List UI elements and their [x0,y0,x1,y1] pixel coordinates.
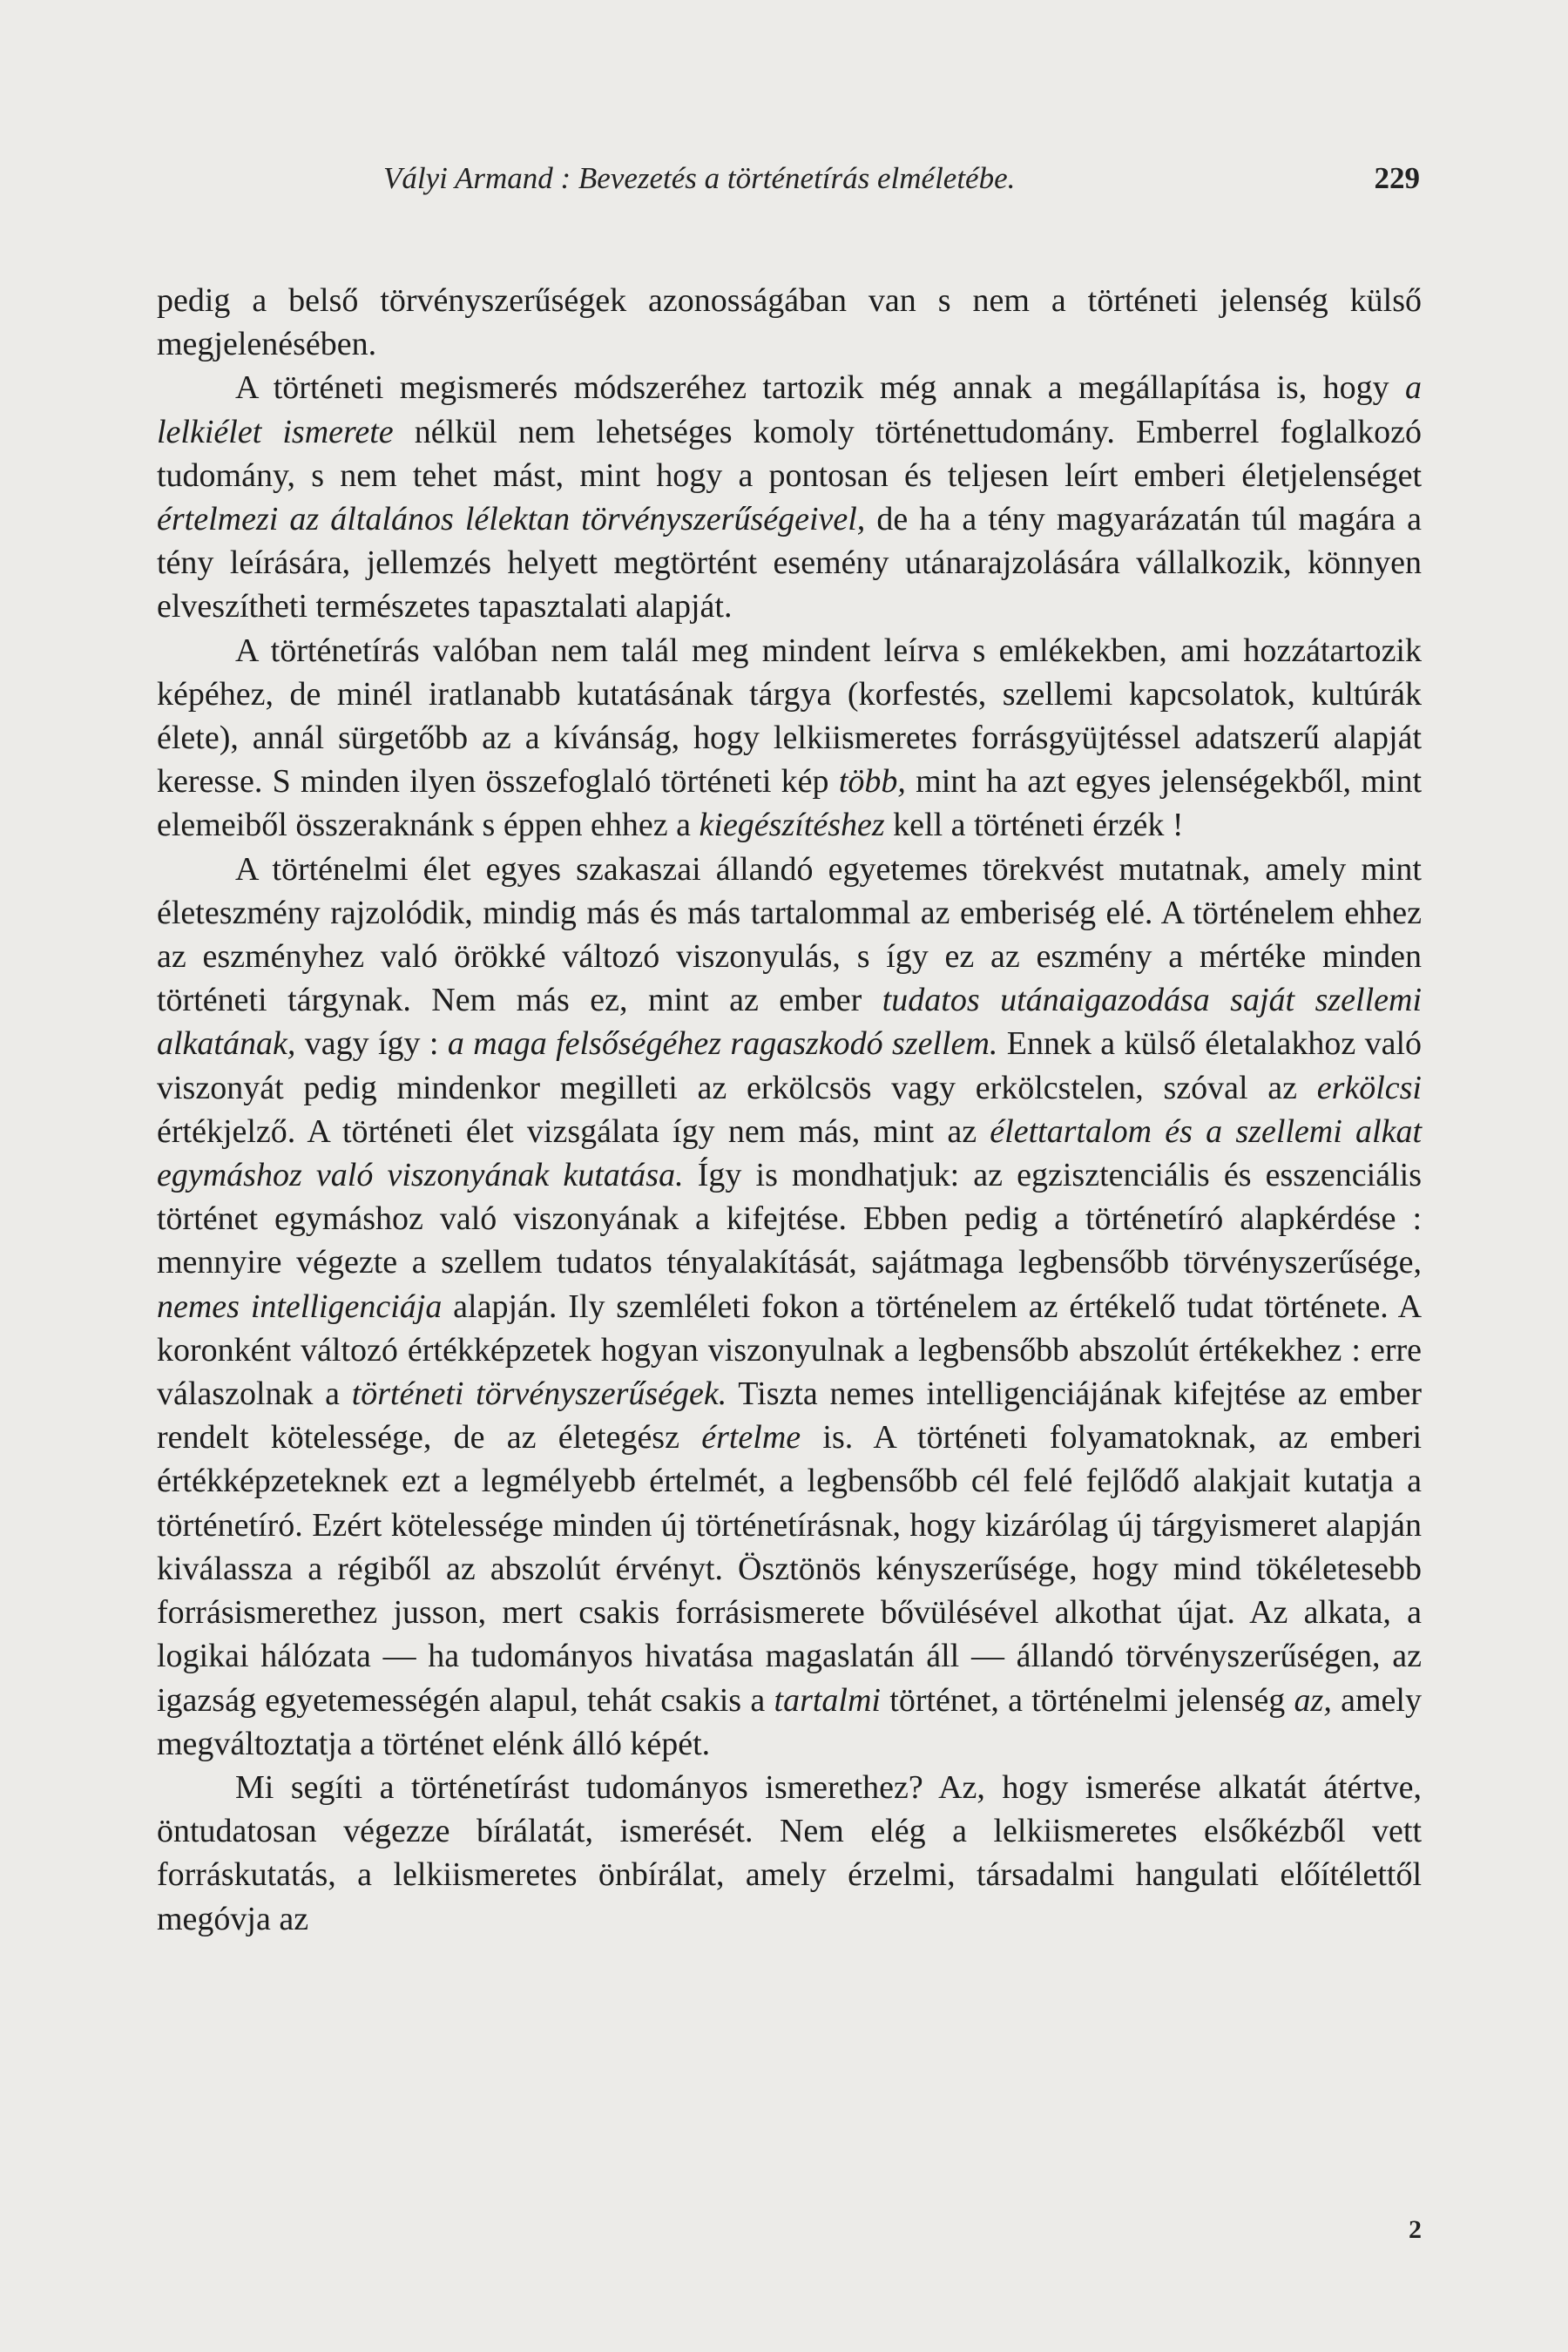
text-run: A történelmi élet egyes szakaszai állandó egyetemes törekvést mutatnak, amely mint életeszmény rajzolódik, mindig más és más tartalommal az emberiség elé. A történelem ehhez az eszményhez való örökké változó viszonyulás, s így ez az eszmény a mértéke minden történeti tárgynak. Nem más ez, mint az ember [157,850,1422,1019]
paragraph [157,279,1422,366]
text-run: Így is mondhatjuk: az egzisztenciális és esszenciális történet egymáshoz való viszonyának a kifejtése. Ebben pedig a történetíró alapkérdése : mennyire végezte a szellem tudatos tényalakítását, sajátmaga legbensőbb törvényszerűsége, [157,1157,1422,1281]
italic-text: több, [838,763,906,801]
running-title: Vályi Armand : Bevezetés a történetírás elméletébe. [383,161,1016,195]
text-run: mint ha azt egyes jelenségekből, mint elemeiből összeraknánk s éppen ehhez a [157,763,1422,844]
text-run: Ennek a külső életalakhoz való viszonyát pedig mindenkor megilleti az erkölcsös vagy erkölcstelen, szóval az [157,1025,1423,1106]
paragraph [157,848,1422,1766]
text-run: is. A történeti folyamatoknak, az emberi értékképzeteknek ezt a legmélyebb értelmét, a legbensőbb cél felé fejlődő alakjait kutatja a történetíró. Ezért kötelessége minden új történetírásnak, hogy kizárólag új tárgyismeret alapján kiválassza a régiből az abszolút érvényt. Ösztönös kényszerűsége, hogy mind tökéletesebb forrásismerethez jusson, mert csakis forrásismerete bővülésével alkothat újat. Az alkata, a logikai hálózata — ha tudományos hivatása magaslatán áll — állandó törvényszerűségen, az igazság egyetemességén alapul, tehát csakis a [157,1419,1423,1719]
italic-text: élettartalom és a szellemi alkat egymáshoz való viszonyának kutatása. [157,1112,1423,1194]
text-run: értékjelző. A történeti élet vizsgálata így nem más, mint az [157,1112,990,1150]
paragraph [157,1766,1422,1941]
text-run: amely megváltoztatja a történet elénk álló képét. [157,1681,1422,1762]
text-run: A történetírás valóban nem talál meg mindent leírva s emlékekben, ami hozzátartozik képéhez, de minél iratlanabb kutatásának tárgya (korfestés, szellemi kapcsolatok, kultúrák élete), annál sürgetőbb az a kívánság, hogy lelkiismeretes forrásgyüjtéssel adatszerű alapját keresse. S minden ilyen összefoglaló történeti kép [157,632,1422,801]
signature-mark: 2 [1409,2215,1422,2244]
text-run: nélkül nem lehetséges komoly történettudomány. Emberrel foglalkozó tudomány, s nem tehet mást, mint hogy a pontosan és teljesen leírt emberi életjelenséget [157,413,1423,494]
italic-text: erkölcsi [1316,1069,1422,1106]
italic-text: történeti törvényszerűségek. [351,1375,727,1413]
page-header [157,161,1420,205]
text-run: kell a történeti érzék ! [884,807,1184,844]
italic-text: az, [1294,1681,1332,1719]
text-run: de ha a tény magyarázatán túl magára a tény leírására, jellemzés helyett megtörtént esemény utánarajzolására vállalkozik, könnyen elveszítheti természetes tapasztalati alapját. [157,501,1422,625]
italic-text: a maga felsőségéhez ragaszkodó szellem. [447,1025,998,1063]
italic-text: kiegészítéshez [699,807,885,844]
text-run: alapján. Ily szemléleti fokon a történelem az értékelő tudat története. A koronként változó értékképzetek hogyan viszonyulnak a legbensőbb abszolút értékekhez : erre válaszolnak a [157,1288,1423,1413]
page-number: 229 [1374,161,1420,195]
text-run: Tiszta nemes intelligenciájának kifejtése az ember rendelt kötelessége, de az életegész [157,1375,1423,1456]
text-run: pedig a belső törvényszerűségek azonosságában van s nem a történeti jelenség külső megjelenésében. [157,282,1422,363]
italic-text: értelmezi az általános lélektan törvényszerűségeivel, [157,501,866,538]
italic-text: nemes intelligenciája [157,1288,443,1325]
paragraph [157,629,1422,848]
paragraph [157,366,1422,628]
text-run: vagy így : [295,1025,448,1063]
italic-text: tudatos utánaigazodása saját szellemi alkatának, [157,982,1422,1063]
body-text [157,279,1422,1941]
italic-text: értelme [701,1419,801,1456]
text-run: A történeti megismerés módszeréhez tartozik még annak a megállapítása is, hogy [235,369,1405,407]
italic-text: tartalmi [774,1681,881,1719]
italic-text: a lelkiélet ismerete [157,369,1422,450]
text-run: Mi segíti a történetírást tudományos ismerethez? Az, hogy ismerése alkatát átértve, öntudatosan végezze bírálatát, ismerését. Nem elég a lelkiismeretes elsőkézből vett forráskutatás, a lelkiismeretes önbírálat, amely érzelmi, társadalmi hangulati előítélettől megóvja az [157,1768,1422,1937]
text-run: történet, a történelmi jelenség [880,1681,1294,1719]
